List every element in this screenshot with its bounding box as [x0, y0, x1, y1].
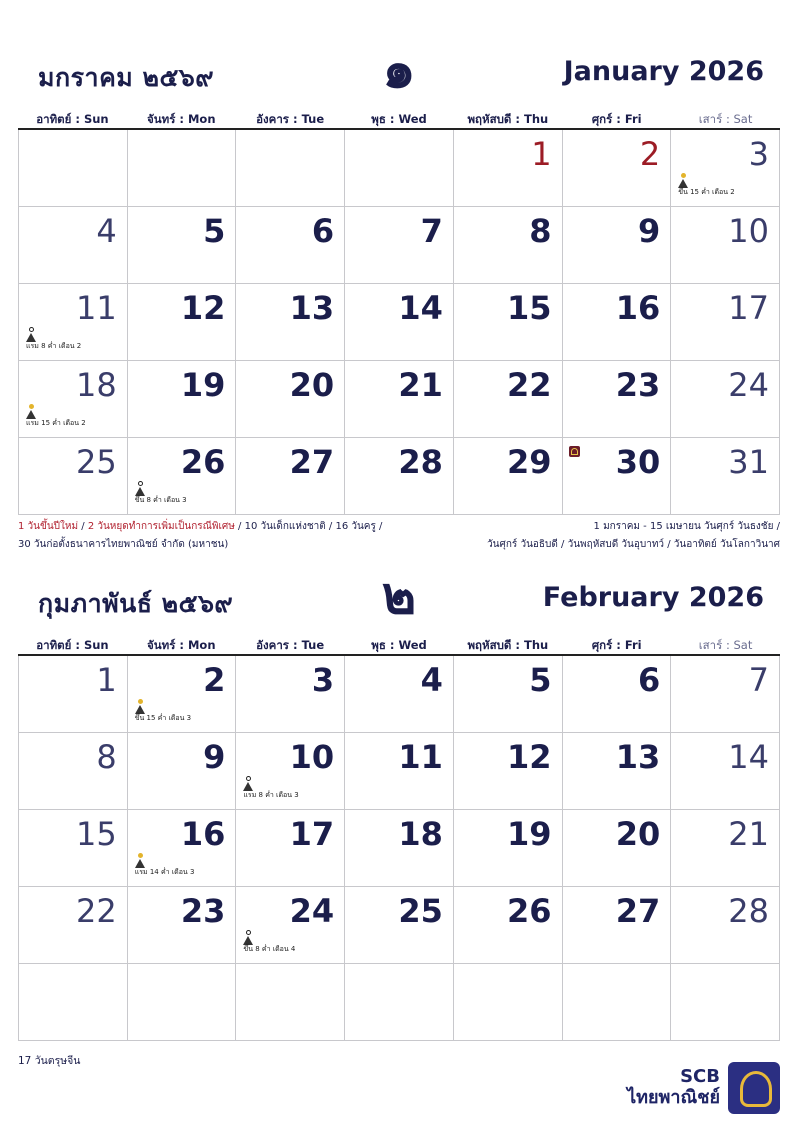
day-cell — [454, 207, 563, 284]
buddhist-day-marker — [243, 776, 298, 800]
day-cell — [19, 438, 128, 515]
day-number: 12 — [507, 738, 552, 776]
moon-phase-icon — [246, 930, 251, 935]
day-cell — [671, 207, 780, 284]
day-number: 3 — [311, 661, 335, 699]
day-number: 19 — [507, 815, 552, 853]
weekday-header — [18, 108, 780, 130]
day-cell — [454, 284, 563, 361]
day-cell — [19, 733, 128, 810]
weekday-label: พุธ : Wed — [371, 112, 427, 126]
day-number: 6 — [311, 212, 335, 250]
day-cell — [345, 733, 454, 810]
scb-logo — [627, 1062, 780, 1114]
day-cell — [128, 361, 237, 438]
day-number: 25 — [398, 892, 443, 930]
day-number: 9 — [638, 212, 661, 250]
day-cell — [345, 361, 454, 438]
january-notes — [18, 518, 780, 562]
day-cell — [19, 964, 128, 1041]
february-notes: 17 วันตรุษจีน — [18, 1055, 81, 1067]
day-number: 2 — [203, 661, 226, 699]
lunar-date-label: ขึ้น 15 ค่ำ เดือน 2 — [678, 188, 735, 196]
day-cell — [19, 284, 128, 361]
thai-month-number: ๒ — [381, 566, 417, 626]
day-number: 16 — [180, 815, 226, 853]
moon-phase-icon — [138, 481, 143, 486]
day-cell — [671, 733, 780, 810]
day-number: 20 — [615, 815, 661, 853]
day-cell — [345, 438, 454, 515]
day-cell — [563, 207, 672, 284]
day-cell — [128, 656, 237, 733]
day-cell — [236, 207, 345, 284]
day-number: 10 — [289, 738, 335, 776]
day-number: 5 — [529, 661, 552, 699]
day-number: 9 — [203, 738, 226, 776]
moon-phase-icon — [138, 853, 143, 858]
day-number: 14 — [728, 738, 769, 776]
day-number: 6 — [638, 661, 661, 699]
day-number: 4 — [420, 661, 443, 699]
month-january — [18, 40, 780, 515]
moon-phase-icon — [138, 699, 143, 704]
day-cell — [236, 361, 345, 438]
english-month-title: January 2026 — [563, 56, 764, 87]
month-february — [18, 566, 780, 1041]
day-cell — [19, 810, 128, 887]
day-cell — [563, 284, 672, 361]
day-number: 13 — [289, 289, 335, 327]
holiday-special: 2 วันหยุดทำการเพิ่มเป็นกรณีพิเศษ — [87, 521, 235, 532]
calendar-grid — [18, 656, 780, 1041]
day-cell — [454, 964, 563, 1041]
lunar-date-label: แรม 14 ค่ำ เดือน 3 — [134, 868, 195, 876]
day-cell — [563, 964, 672, 1041]
monk-icon — [26, 333, 36, 342]
day-cell — [19, 361, 128, 438]
day-number: 21 — [398, 366, 443, 404]
buddhist-day-marker — [26, 327, 81, 351]
day-cell — [454, 130, 563, 207]
weekday-label: ศุกร์ : Fri — [591, 638, 642, 652]
day-cell — [236, 887, 345, 964]
day-cell — [671, 361, 780, 438]
weekday-label: พุธ : Wed — [371, 638, 427, 652]
day-number: 21 — [728, 815, 769, 853]
lunar-date-label: แรม 8 ค่ำ เดือน 2 — [26, 342, 82, 350]
logo-name: SCB — [680, 1066, 720, 1087]
day-number: 2 — [639, 135, 661, 173]
day-number: 14 — [398, 289, 443, 327]
day-number: 15 — [507, 289, 552, 327]
day-number: 8 — [529, 212, 552, 250]
day-cell — [345, 964, 454, 1041]
weekday-header — [18, 634, 780, 656]
day-cell — [563, 130, 672, 207]
day-cell — [19, 656, 128, 733]
calendar-grid — [18, 130, 780, 515]
day-number: 23 — [615, 366, 661, 404]
month-header — [18, 566, 780, 634]
logo-thai-name: ไทยพาณิชย์ — [627, 1087, 720, 1108]
day-number: 17 — [728, 289, 769, 327]
notes-right-1: 1 มกราคม - 15 เมษายน วันศุกร์ วันธงชัย / — [593, 521, 780, 532]
day-number: 20 — [289, 366, 335, 404]
day-cell — [671, 284, 780, 361]
day-cell — [128, 207, 237, 284]
moon-phase-icon — [681, 173, 686, 178]
day-number: 19 — [180, 366, 226, 404]
day-number: 13 — [615, 738, 661, 776]
day-cell — [671, 130, 780, 207]
day-number: 31 — [728, 443, 769, 481]
day-cell — [671, 964, 780, 1041]
lunar-date-label: แรม 8 ค่ำ เดือน 3 — [243, 791, 299, 799]
moon-phase-icon — [246, 776, 251, 781]
monk-icon — [26, 410, 36, 419]
day-number: 27 — [615, 892, 661, 930]
day-cell — [454, 887, 563, 964]
day-cell — [454, 656, 563, 733]
day-cell — [236, 656, 345, 733]
day-cell — [671, 887, 780, 964]
holiday-new-year: 1 วันขึ้นปีใหม่ — [18, 521, 79, 532]
bank-anniversary-icon — [569, 446, 580, 457]
day-number: 5 — [203, 212, 226, 250]
day-cell — [345, 656, 454, 733]
buddhist-day-marker — [135, 481, 187, 505]
day-number: 26 — [507, 892, 552, 930]
day-cell — [236, 733, 345, 810]
day-cell — [563, 438, 672, 515]
buddhist-day-marker — [135, 853, 195, 877]
thai-month-number: ๑ — [382, 40, 416, 100]
day-cell — [345, 130, 454, 207]
day-number: 23 — [180, 892, 226, 930]
notes-line-1 — [18, 518, 382, 535]
day-cell — [19, 887, 128, 964]
day-number: 3 — [748, 135, 769, 173]
day-number: 12 — [180, 289, 226, 327]
english-month-title: February 2026 — [542, 582, 764, 613]
lunar-date-label: แรม 15 ค่ำ เดือน 2 — [26, 419, 86, 427]
day-cell — [128, 438, 237, 515]
day-cell — [454, 438, 563, 515]
weekday-label: อังคาร : Tue — [256, 112, 325, 126]
day-cell — [563, 887, 672, 964]
day-cell — [128, 284, 237, 361]
weekday-label: จันทร์ : Mon — [147, 112, 216, 126]
day-cell — [128, 733, 237, 810]
day-number: 27 — [289, 443, 335, 481]
day-number: 18 — [75, 366, 117, 404]
lunar-date-label: ขึ้น 8 ค่ำ เดือน 3 — [134, 496, 187, 504]
weekday-label: เสาร์ : Sat — [698, 638, 753, 652]
notes-right-2: วันศุกร์ วันอธิบดี / วันพฤหัสบดี วันอุบาทว์ / วันอาทิตย์ วันโลกาวินาศ — [487, 539, 780, 550]
weekday-label: อาทิตย์ : Sun — [36, 638, 109, 652]
day-cell — [563, 656, 672, 733]
day-cell — [345, 284, 454, 361]
weekday-label: จันทร์ : Mon — [147, 638, 216, 652]
day-number: 30 — [615, 443, 661, 481]
monk-icon — [135, 487, 145, 496]
day-cell — [563, 810, 672, 887]
day-cell — [236, 130, 345, 207]
lunar-date-label: ขึ้น 8 ค่ำ เดือน 4 — [243, 945, 296, 953]
day-cell — [128, 130, 237, 207]
day-cell — [236, 438, 345, 515]
notes-line-2: 30 วันก่อตั้งธนาคารไทยพาณิชย์ จำกัด (มหาชน) — [18, 539, 229, 550]
day-number: 11 — [398, 738, 443, 776]
monk-icon — [678, 179, 688, 188]
day-cell — [345, 810, 454, 887]
day-number: 7 — [748, 661, 769, 699]
day-number: 25 — [75, 443, 117, 481]
day-cell — [454, 810, 563, 887]
day-cell — [563, 361, 672, 438]
weekday-label: อังคาร : Tue — [256, 638, 325, 652]
day-cell — [236, 964, 345, 1041]
day-number: 22 — [75, 892, 117, 930]
buddhist-day-marker — [135, 699, 191, 723]
day-number: 15 — [75, 815, 117, 853]
scb-emblem-icon — [728, 1062, 780, 1114]
day-number: 22 — [507, 366, 552, 404]
day-cell — [236, 284, 345, 361]
note-separator: / — [78, 521, 88, 532]
day-cell — [671, 810, 780, 887]
monk-icon — [135, 859, 145, 868]
day-cell — [454, 361, 563, 438]
thai-month-title: กุมภาพันธ์ ๒๕๖๙ — [38, 589, 234, 618]
day-cell — [19, 130, 128, 207]
weekday-label: พฤหัสบดี : Thu — [467, 112, 549, 126]
day-number: 26 — [180, 443, 226, 481]
monk-icon — [135, 705, 145, 714]
lunar-date-label: ขึ้น 15 ค่ำ เดือน 3 — [134, 714, 192, 722]
day-number: 17 — [289, 815, 335, 853]
day-number: 7 — [420, 212, 443, 250]
day-number: 1 — [96, 661, 117, 699]
day-cell — [345, 207, 454, 284]
day-number: 24 — [728, 366, 769, 404]
month-header — [18, 40, 780, 108]
day-cell — [19, 207, 128, 284]
day-cell — [563, 733, 672, 810]
day-cell — [128, 887, 237, 964]
moon-phase-icon — [29, 327, 34, 332]
day-number: 16 — [615, 289, 661, 327]
day-cell — [128, 964, 237, 1041]
day-number: 24 — [289, 892, 335, 930]
weekday-label: ศุกร์ : Fri — [591, 112, 642, 126]
day-cell — [236, 810, 345, 887]
thai-month-title: มกราคม ๒๕๖๙ — [38, 63, 215, 92]
day-number: 1 — [531, 135, 552, 173]
day-number: 4 — [96, 212, 117, 250]
weekday-label: พฤหัสบดี : Thu — [467, 638, 549, 652]
weekday-label: เสาร์ : Sat — [698, 112, 753, 126]
day-cell — [671, 438, 780, 515]
note-rest: / 10 วันเด็กแห่งชาติ / 16 วันครู / — [234, 521, 383, 532]
day-cell — [128, 810, 237, 887]
day-number: 10 — [728, 212, 769, 250]
monk-icon — [243, 936, 253, 945]
buddhist-day-marker — [26, 404, 86, 428]
buddhist-day-marker — [678, 173, 734, 197]
day-number: 18 — [398, 815, 443, 853]
day-cell — [454, 733, 563, 810]
weekday-label: อาทิตย์ : Sun — [36, 112, 109, 126]
day-number: 29 — [507, 443, 552, 481]
day-number: 28 — [398, 443, 443, 481]
day-number: 28 — [728, 892, 769, 930]
day-cell — [671, 656, 780, 733]
day-number: 8 — [96, 738, 117, 776]
day-number: 11 — [75, 289, 117, 327]
day-cell — [345, 887, 454, 964]
buddhist-day-marker — [243, 930, 295, 954]
monk-icon — [243, 782, 253, 791]
moon-phase-icon — [29, 404, 34, 409]
